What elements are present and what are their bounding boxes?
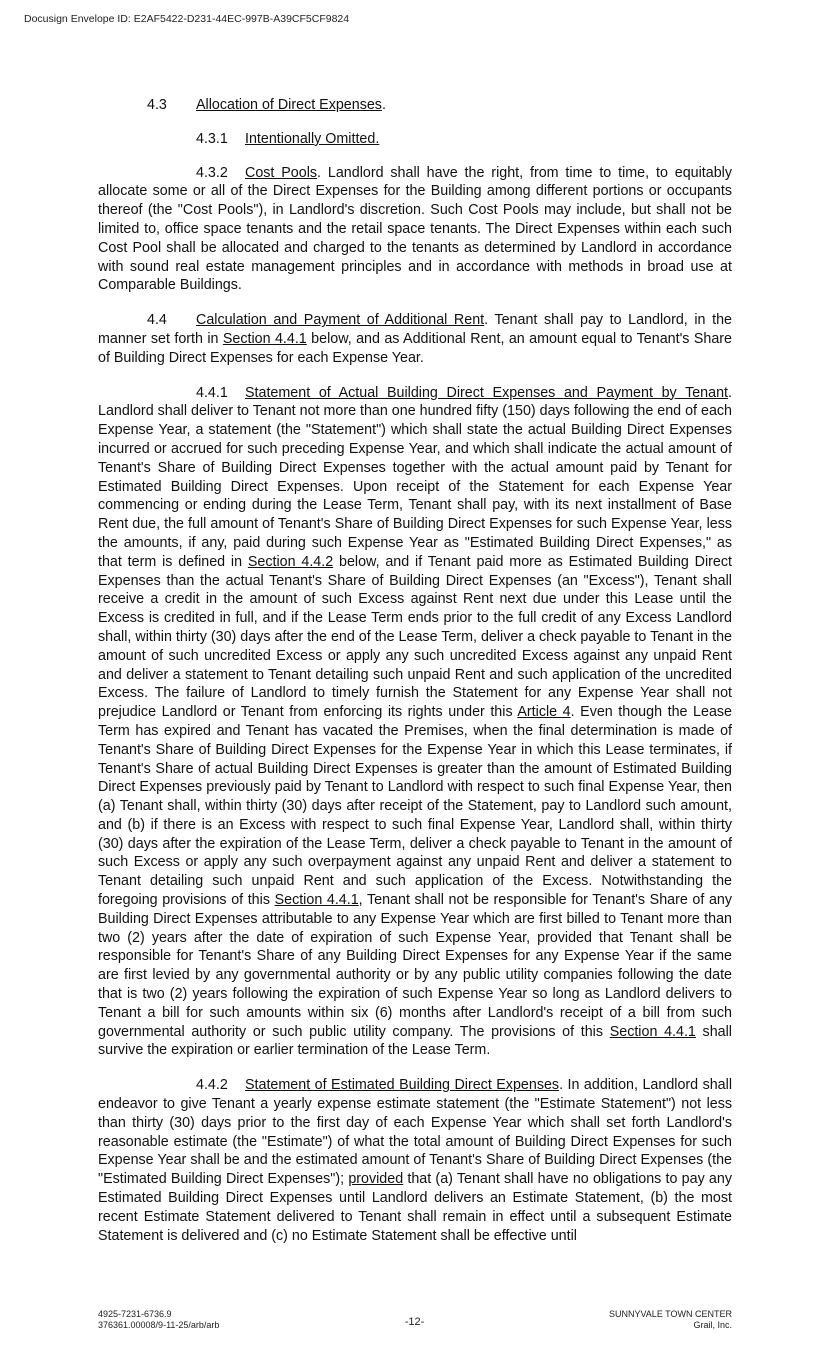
cross-reference: Section 4.4.1 (609, 1023, 696, 1040)
cross-reference: Section 4.4.1 (274, 892, 359, 909)
section-number: 4.3 (147, 97, 167, 113)
section-title: Cost Pools (245, 164, 318, 181)
cross-reference: Section 4.4.2 (247, 553, 334, 570)
footer-doc-number: 4925-7231-6736.9 (98, 1309, 172, 1319)
section-title: Statement of Actual Building Direct Expenses and Payment by Tenant (245, 384, 729, 401)
paragraph-text: . Landlord shall have the right, from time to time, to equitably allocate some or all of the Direct Expenses for the Building among different portions or occupants thereof (the "Cost Pools"), in Landlord's discretion. Such Cost Pools may include, but shall not be limited to, office space tenants and the retail space tenants. The Direct Expenses within each such Cost Pool shall be allocated and charged to the tenants as determined by Landlord in accordance with sound real estate management principles and in accordance with methods in broad use at Comparable Buildings. (98, 164, 732, 294)
footer-project (609, 1309, 732, 1331)
docusign-envelope-id: Docusign Envelope ID: E2AF5422-D231-44EC-997B-A39CF5CF9824 (24, 13, 350, 25)
section-title: Allocation of Direct Expenses (196, 97, 382, 113)
section-4-4-2-paragraph: 4.4.2 Statement of Estimated Building Direct Expenses. In addition, Landlord shall endeavor to give Tenant a yearly expense estimate statement (the "Estimate Statement") not less than thirty (30) days prior to the first day of each Expense Year which shall set forth Landlord's reasonable estimate (the "Estimate") of what the total amount of Building Direct Expenses for such Expense Year shall be and the estimated amount of Tenant's Share of Building Direct Expenses (the "Estimated Building Direct Expenses"); provided that (a) Tenant shall have no obligations to pay any Estimated Building Direct Expenses until Landlord delivers an Estimate Statement, (b) the most recent Estimate Statement delivered to Tenant shall remain in effect until a subsequent Estimate Statement is delivered and (c) no Estimate Statement shall be effective until (98, 1077, 732, 1244)
footer-party-name: Grail, Inc. (693, 1320, 732, 1330)
section-number: 4.4.1 (196, 384, 228, 401)
section-title: Calculation and Payment of Additional Rent (196, 312, 485, 329)
section-4-3-heading: 4.3 Allocation of Direct Expenses. (147, 97, 386, 113)
cross-reference: Article 4 (517, 704, 571, 721)
section-title: Intentionally Omitted. (245, 130, 380, 147)
section-number: 4.3.1 (196, 130, 228, 147)
page-number: -12- (404, 1316, 425, 1328)
section-title: Statement of Estimated Building Direct Expenses (245, 1077, 560, 1094)
document-body (98, 96, 732, 1261)
section-4-4-paragraph: 4.4 Calculation and Payment of Additional Rent. Tenant shall pay to Landlord, in the manner set forth in Section 4.4.1 below, and as Additional Rent, an amount equal to Tenant's Share of Building Direct Expenses for each Expense Year. (98, 312, 732, 366)
section-4-4-1-paragraph: 4.4.1 Statement of Actual Building Direct Expenses and Payment by Tenant. Landlord shall deliver to Tenant not more than one hundred fifty (150) days following the end of each Expense Year, a statement (the "Statement") which shall state the actual Building Direct Expenses incurred or accrued for such preceding Expense Year, and which shall indicate the actual amount of Tenant's Share of Building Direct Expenses together with the actual amount paid by Tenant for Estimated Building Direct Expenses. Upon receipt of the Statement for each Expense Year commencing or ending during the Lease Term, Tenant shall pay, with its next installment of Base Rent due, the full amount of Tenant's Share of Building Direct Expenses for such Expense Year, less the amounts, if any, paid during such Expense Year as "Estimated Building Direct Expenses," as that term is defined in Section 4.4.2 below, and if Tenant paid more as Estimated Building Direct Expenses than the actual Tenant's Share of Building Direct Expenses (an "Excess"), Tenant shall receive a credit in the amount of such Excess against Rent next due under this Lease until the Excess is credited in full, and if the Lease Term ends prior to the full credit of any Excess Landlord shall, within thirty (30) days after the end of the Lease Term, deliver a check payable to Tenant in the amount of such uncredited Excess or apply any such uncredited Excess against any unpaid Rent and deliver a statement to Tenant detailing such unpaid Rent and such application of the uncredited Excess. The failure of Landlord to timely furnish the Statement for any Expense Year shall not prejudice Landlord or Tenant from enforcing its rights under this Article 4. Even though the Lease Term has expired and Tenant has vacated the Premises, when the final determination is made of Tenant's Share of Building Direct Expenses for the Expense Year in which this Lease terminates, if Tenant's Share of actual Building Direct Expenses is greater than the amount of Estimated Building Direct Expenses previously paid by Tenant to Landlord with respect to such final Expense Year, then (a) Tenant shall, within thirty (30) days after receipt of the Statement, pay to Landlord such amount, and (b) if there is an Excess with respect to such final Expense Year, Landlord shall, within thirty (30) days after the expiration of the Lease Term, deliver a check payable to Tenant in the amount of such Excess or apply any such overpayment against any unpaid Rent and deliver a statement to Tenant detailing such unpaid Rent and such application of the Excess. Notwithstanding the foregoing provisions of this Section 4.4.1, Tenant shall not be responsible for Tenant's Share of any Building Direct Expenses attributable to any Expense Year which are first billed to Tenant more than two (2) years after the date of expiration of such Expense Year, provided that Tenant shall be responsible for Tenant's Share of any Building Direct Expenses for any Expense Year if the same are first levied by any governmental authority or by any public utility companies following the date that is two (2) years following the expiration of such Expense Year so long as Landlord delivers to Tenant a bill for such amounts within six (6) months after Landlord's receipt of a bill from such governmental authority or such public utility company. The provisions of this Section 4.4.1 shall survive the expiration or earlier termination of the Lease Term. (98, 384, 732, 1059)
section-number: 4.4 (147, 312, 167, 329)
cross-reference: Section 4.4.1 (222, 330, 307, 347)
footer-project-name: SUNNYVALE TOWN CENTER (608, 1309, 732, 1319)
proviso-term: provided (348, 1171, 404, 1188)
section-number: 4.4.2 (196, 1077, 228, 1094)
section-number: 4.3.2 (196, 164, 228, 181)
section-4-3-2-paragraph (98, 164, 732, 296)
footer-matter-number: 376361.00008/9-11-25/arb/arb (98, 1320, 220, 1330)
section-4-3-1-heading (98, 130, 732, 149)
